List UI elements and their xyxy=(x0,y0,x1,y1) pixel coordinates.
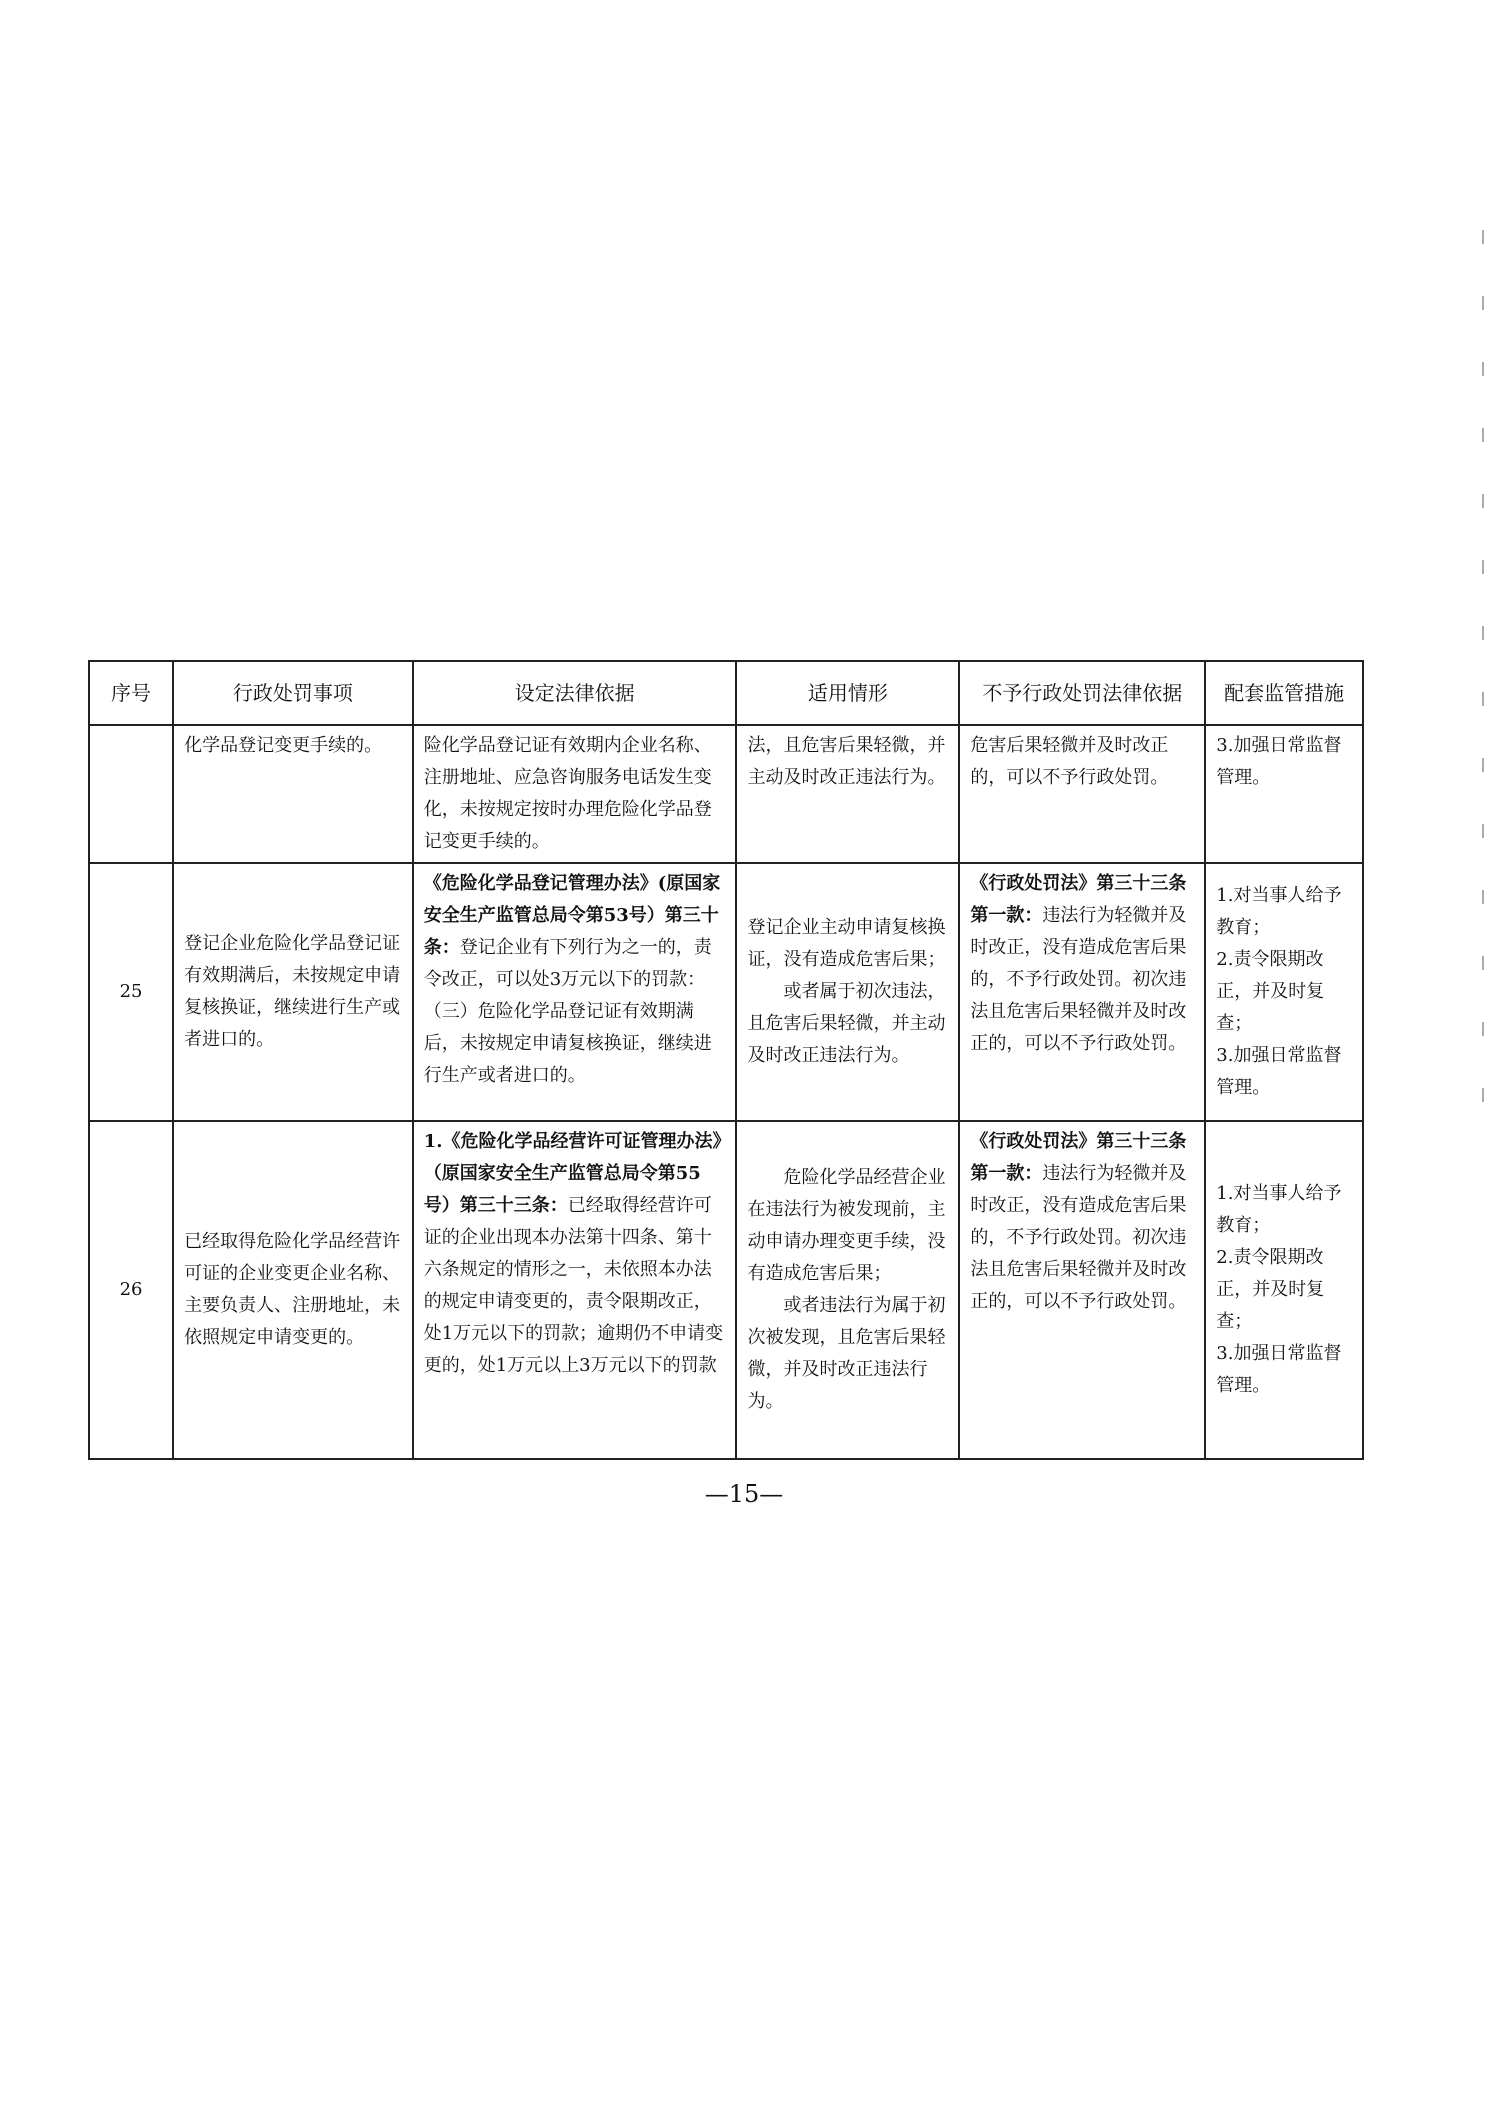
no-penalty-basis: 危害后果轻微并及时改正的，可以不予行政处罚。 xyxy=(959,725,1205,863)
situation-text: 登记企业主动申请复核换证，没有造成危害后果； xyxy=(747,917,946,970)
legal-basis-text: 已经取得经营许可证的企业出现本办法第十四条、第十六条规定的情形之一，未依照本办法的规定申请变更的，责令限期改正，处1万元以下的罚款；逾期仍不申请变更的，处1万元以上3万元以下的罚款 xyxy=(423,1195,724,1376)
applicable-situation xyxy=(736,863,959,1121)
situation-text: 法，且危害后果轻微，并主动及时改正违法行为。 xyxy=(747,735,946,788)
header-cell-no-penalty: 不予行政处罚法律依据 xyxy=(959,661,1205,725)
legal-basis xyxy=(413,1121,737,1459)
applicable-situation xyxy=(736,725,959,863)
legal-basis-citation: 1.《危险化学品经营许可证管理办法》（原国家安全生产监管总局令第55号）第三十三条： xyxy=(423,1131,722,1216)
header-cell-situation: 适用情形 xyxy=(736,661,959,725)
applicable-situation xyxy=(736,1121,959,1459)
legal-basis-citation: 《危险化学品登记管理办法》(原国家安全生产监管总局令第53号）第三十条： xyxy=(423,873,721,958)
no-penalty-basis xyxy=(959,1121,1205,1459)
supervision-measures: 1.对当事人给予教育； 2.责令限期改正，并及时复查； 3.加强日常监督管理。 xyxy=(1205,1121,1363,1459)
page-number: —15— xyxy=(704,1480,784,1508)
legal-basis: 险化学品登记证有效期内企业名称、注册地址、应急咨询服务电话发生变化，未按规定按时办理危险化学品登记变更手续的。 xyxy=(413,725,737,863)
no-penalty-citation: 《行政处罚法》第三十三条第一款： xyxy=(970,873,1187,926)
penalty-matter: 登记企业危险化学品登记证有效期满后，未按规定申请复核换证，继续进行生产或者进口的。 xyxy=(173,863,413,1121)
legal-basis-text: 登记企业有下列行为之一的，责令改正，可以处3万元以下的罚款：（三）危险化学品登记证有效期满后，未按规定申请复核换证，继续进行生产或者进口的。 xyxy=(423,937,712,1086)
header-cell-matter: 行政处罚事项 xyxy=(173,661,413,725)
header-cell-num: 序号 xyxy=(89,661,173,725)
penalty-matter: 已经取得危险化学品经营许可证的企业变更企业名称、主要负责人、注册地址，未依照规定申请变更的。 xyxy=(173,1121,413,1459)
penalty-matter: 化学品登记变更手续的。 xyxy=(173,725,413,863)
header-cell-measures: 配套监管措施 xyxy=(1205,661,1363,725)
no-penalty-text: 违法行为轻微并及时改正，没有造成危害后果的，不予行政处罚。初次违法且危害后果轻微并及时改正的，可以不予行政处罚。 xyxy=(970,905,1187,1054)
row-number: 26 xyxy=(89,1121,173,1459)
situation-text: 或者属于初次违法，且危害后果轻微，并主动及时改正违法行为。 xyxy=(747,981,946,1066)
table-header-row xyxy=(89,661,1363,725)
no-penalty-citation: 《行政处罚法》第三十三条第一款： xyxy=(970,1131,1187,1184)
table-row xyxy=(89,863,1363,1121)
situation-text: 危险化学品经营企业在违法行为被发现前，主动申请办理变更手续，没有造成危害后果； xyxy=(747,1167,946,1284)
table-row xyxy=(89,1121,1363,1459)
table-row xyxy=(89,725,1363,863)
penalty-table xyxy=(88,660,1364,1460)
no-penalty-basis xyxy=(959,863,1205,1121)
no-penalty-text: 违法行为轻微并及时改正，没有造成危害后果的，不予行政处罚。初次违法且危害后果轻微并及时改正的，可以不予行政处罚。 xyxy=(970,1163,1187,1312)
scan-edge-marks xyxy=(1482,230,1486,1130)
row-number xyxy=(89,725,173,863)
row-number: 25 xyxy=(89,863,173,1121)
legal-basis xyxy=(413,863,737,1121)
header-cell-basis: 设定法律依据 xyxy=(413,661,737,725)
supervision-measures: 1.对当事人给予教育； 2.责令限期改正，并及时复查； 3.加强日常监督管理。 xyxy=(1205,863,1363,1121)
situation-text: 或者违法行为属于初次被发现，且危害后果轻微，并及时改正违法行为。 xyxy=(747,1295,946,1412)
supervision-measures: 3.加强日常监督管理。 xyxy=(1205,725,1363,863)
